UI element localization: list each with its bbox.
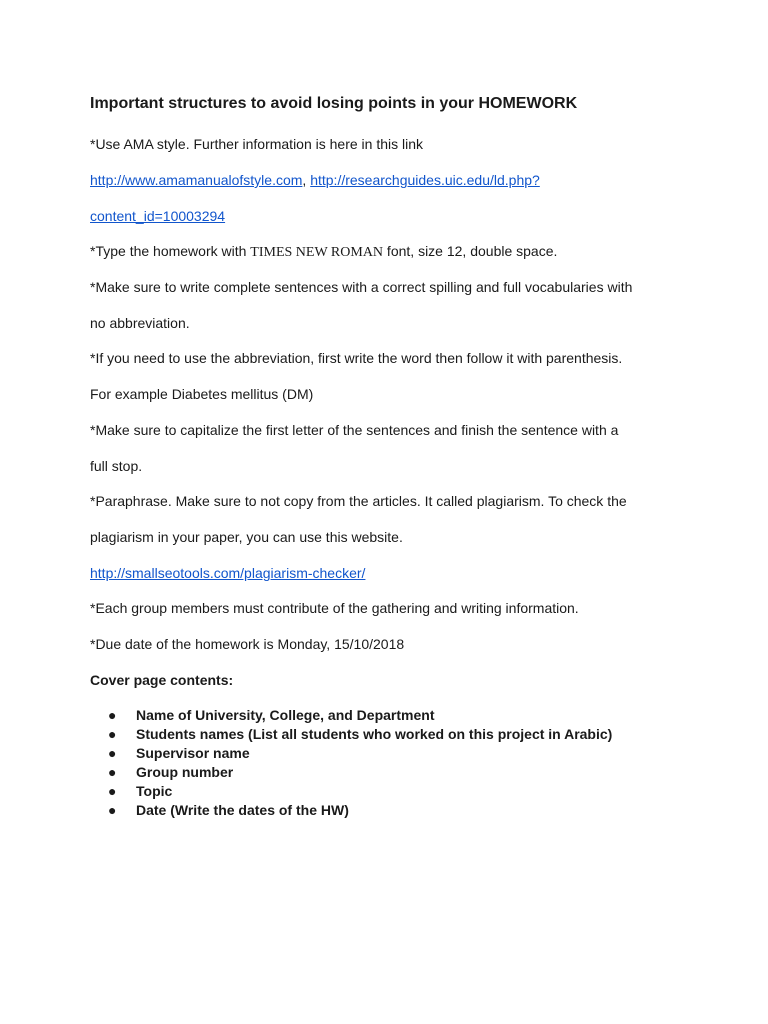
capitalize-line-2: full stop. <box>90 458 143 474</box>
list-item <box>108 725 612 744</box>
links-line-continued <box>90 207 225 225</box>
capitalize-line-1: *Make sure to capitalize the first letter of the sentences and finish the sentence with a <box>90 422 619 438</box>
list-item-text: Name of University, College, and Department <box>136 707 435 723</box>
complete-sentences-line-2: no abbreviation. <box>90 315 190 331</box>
due-date-line: *Due date of the homework is Monday, 15/10/2018 <box>90 636 405 652</box>
plagiarism-checker-link[interactable]: http://smallseotools.com/plagiarism-checker/ <box>90 565 366 581</box>
ama-style-line: *Use AMA style. Further information is here in this link <box>90 136 424 152</box>
group-members-line: *Each group members must contribute of the gathering and writing information. <box>90 600 579 616</box>
bullet-icon: ● <box>108 783 117 799</box>
uic-research-guide-link[interactable]: http://researchguides.uic.edu/ld.php? <box>310 172 540 188</box>
font-name: TIMES NEW ROMAN <box>250 245 384 260</box>
abbreviation-line-2: For example Diabetes mellitus (DM) <box>90 386 314 402</box>
list-item-text: Topic <box>136 783 173 799</box>
links-line <box>90 171 540 189</box>
font-instruction-prefix: *Type the homework with <box>90 243 251 259</box>
complete-sentences-line-1: *Make sure to write complete sentences with a correct spilling and full vocabularies with <box>90 279 633 295</box>
bullet-icon: ● <box>108 707 117 723</box>
cover-page-list <box>108 706 612 820</box>
document-title: Important structures to avoid losing points in your HOMEWORK <box>90 95 578 112</box>
list-item <box>108 801 612 820</box>
list-item-text: Group number <box>136 764 234 780</box>
list-item-text: Students names (List all students who worked on this project in Arabic) <box>136 726 613 742</box>
bullet-icon: ● <box>108 802 117 818</box>
list-item-text: Date (Write the dates of the HW) <box>136 802 349 818</box>
list-item-text: Supervisor name <box>136 745 250 761</box>
font-instruction-suffix: font, size 12, double space. <box>383 243 558 259</box>
bullet-icon: ● <box>108 745 117 761</box>
ama-manual-link[interactable]: http://www.amamanualofstyle.com <box>90 172 303 188</box>
cover-page-heading: Cover page contents: <box>90 672 234 688</box>
paraphrase-line-2: plagiarism in your paper, you can use this website. <box>90 529 403 545</box>
plagiarism-link-line <box>90 564 365 582</box>
paraphrase-line-1: *Paraphrase. Make sure to not copy from the articles. It called plagiarism. To check the <box>90 493 627 509</box>
font-instruction-line <box>90 242 557 262</box>
link-separator: , <box>302 172 307 188</box>
list-item <box>108 763 612 782</box>
list-item <box>108 782 612 801</box>
list-item <box>108 706 612 725</box>
uic-research-guide-link-continued[interactable]: content_id=10003294 <box>90 208 226 224</box>
list-item <box>108 744 612 763</box>
bullet-icon: ● <box>108 726 117 742</box>
bullet-icon: ● <box>108 764 117 780</box>
abbreviation-line-1: *If you need to use the abbreviation, first write the word then follow it with parenthesis. <box>90 350 623 366</box>
